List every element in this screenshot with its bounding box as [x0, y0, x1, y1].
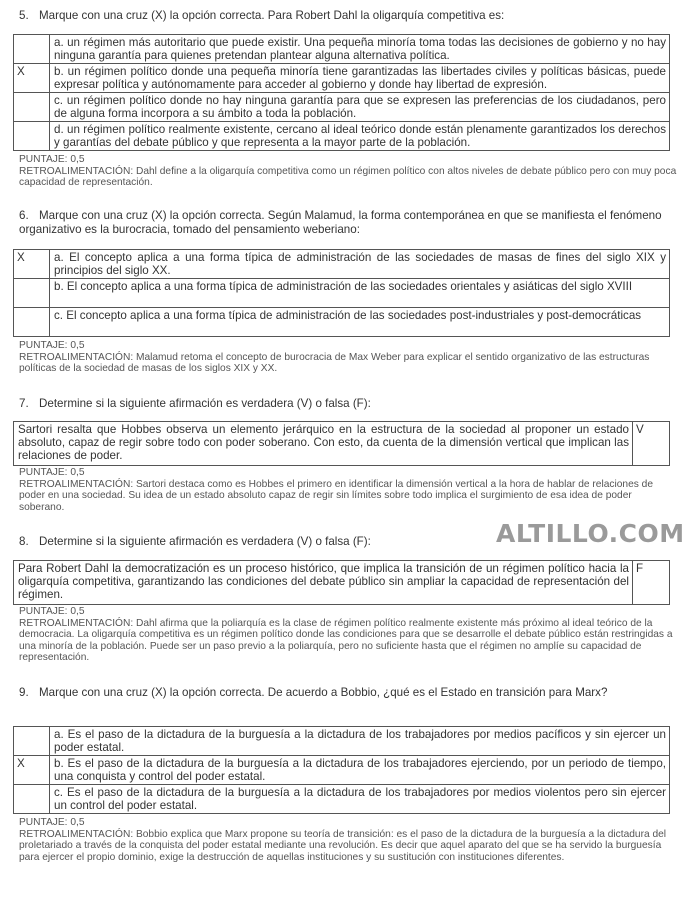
option-mark-cell[interactable]: [14, 279, 50, 308]
altillo-watermark: ALTILLO.COM: [496, 519, 685, 548]
option-text: b. un régimen político donde una pequeña minoría tiene garantizadas las libertades civiles y políticas básicas, puede expresar política y autónomamente para acceder al gobierno y donde hay libertad de expresión.: [50, 64, 670, 93]
option-mark-cell[interactable]: [14, 35, 50, 64]
option-row[interactable]: [14, 35, 670, 64]
question-text: Marque con una cruz (X) la opción correcta. De acuerdo a Bobbio, ¿qué es el Estado en transición para Marx?: [39, 686, 608, 699]
option-mark-cell[interactable]: X: [14, 756, 50, 785]
option-text: c. El concepto aplica a una forma típica de administración de las sociedades post-industriales y post-democráticas: [50, 308, 670, 337]
question-text: Determine si la siguiente afirmación es verdadera (V) o falsa (F):: [39, 397, 371, 410]
question-7-meta: [19, 467, 679, 513]
option-row[interactable]: [14, 308, 670, 337]
option-mark-cell[interactable]: [14, 785, 50, 814]
option-mark-cell[interactable]: [14, 93, 50, 122]
option-mark-cell[interactable]: [14, 727, 50, 756]
question-text: Marque con una cruz (X) la opción correcta. Para Robert Dahl la oligarquía competitiva es:: [39, 9, 505, 22]
statement-text: Para Robert Dahl la democratización es un proceso histórico, que implica la transición de un régimen político hacia la oligarquía competitiva, garantizando las condiciones del debate público sin ampliar la capacidad de representación del régimen.: [14, 561, 633, 605]
statement-row: [14, 422, 670, 466]
question-8-statement-table: [13, 560, 670, 605]
option-text: a. Es el paso de la dictadura de la burguesía a la dictadura de los trabajadores por medios pacíficos y sin ejercer un poder estatal.: [50, 727, 670, 756]
option-text: b. El concepto aplica a una forma típica de administración de las sociedades orientales y asiáticas del siglo XVIII: [50, 279, 670, 308]
feedback-text: RETROALIMENTACIÓN: Sartori destaca como es Hobbes el primero en identificar la dimensión vertical a la hora de hablar de relaciones de poder en una sociedad. Su idea de un estado absoluto capaz de regir sin límites sobre todo implica el surgimiento de esa idea de poder soberano.: [19, 478, 653, 513]
score-label: PUNTAJE: 0,5: [19, 154, 85, 165]
question-number: 9.: [19, 686, 29, 699]
question-number: 8.: [19, 535, 29, 548]
option-row[interactable]: [14, 64, 670, 93]
score-label: PUNTAJE: 0,5: [19, 340, 85, 351]
statement-row: [14, 561, 670, 605]
option-text: d. un régimen político realmente existente, cercano al ideal teórico donde están plenamente garantizados los derechos y garantías del debate público y que representa a la mayor parte de la población.: [50, 122, 670, 151]
question-5-prompt: [19, 9, 679, 23]
question-9-prompt: [19, 686, 679, 700]
option-mark-cell[interactable]: [14, 122, 50, 151]
score-label: PUNTAJE: 0,5: [19, 606, 85, 617]
feedback-text: RETROALIMENTACIÓN: Bobbio explica que Marx propone su teoría de transición: es el paso de la dictadura de la burguesía a la dictadura del proletariado a través de la conquista del poder estatal mediante una revolución. Es decir que aquel aparato del que se ha servido la burguesía para ejercer el propio dominio, exige la destrucción de aquellas instituciones y su sustitución con instituciones diferentes.: [19, 828, 667, 863]
question-9-options-table: [13, 726, 670, 814]
option-text: a. un régimen más autoritario que puede existir. Una pequeña minoría toma todas las decisiones de gobierno y no hay ninguna garantía para quienes pretendan plantear alguna alternativa política.: [50, 35, 670, 64]
question-text: Determine si la siguiente afirmación es verdadera (V) o falsa (F):: [39, 535, 371, 548]
option-mark-cell[interactable]: X: [14, 250, 50, 279]
feedback-text: RETROALIMENTACIÓN: Malamud retoma el concepto de burocracia de Max Weber para explicar el sentido organizativo de las estructuras políticas de la sociedad de masas de los siglos XIX y XX.: [19, 351, 650, 374]
option-row[interactable]: [14, 727, 670, 756]
question-number: 7.: [19, 397, 29, 410]
question-6-prompt: [19, 209, 679, 237]
option-text: a. El concepto aplica a una forma típica de administración de las sociedades de masas de fines del siglo XIX y principios del siglo XX.: [50, 250, 670, 279]
score-label: PUNTAJE: 0,5: [19, 467, 85, 478]
option-mark-cell[interactable]: [14, 308, 50, 337]
option-mark-cell[interactable]: X: [14, 64, 50, 93]
option-row[interactable]: [14, 756, 670, 785]
option-text: b. Es el paso de la dictadura de la burguesía a la dictadura de los trabajadores ejerciendo, por un periodo de tiempo, una conquista y control del poder estatal.: [50, 756, 670, 785]
option-row[interactable]: [14, 122, 670, 151]
option-text: c. Es el paso de la dictadura de la burguesía a la dictadura de los trabajadores por medios violentos pero sin ejercer un control del poder estatal.: [50, 785, 670, 814]
feedback-text: RETROALIMENTACIÓN: Dahl afirma que la poliarquía es la clase de régimen político realmente existente más próximo al ideal teórico de la democracia. La oligarquía competitiva es un régimen político donde las condiciones para que se desarrolle el debate público están restringidas a una minoría de la población. Puede ser un paso previo a la poliarquía, pero no suficiente hasta que el régimen no amplíe su capacidad de representación.: [19, 617, 673, 663]
question-7-prompt: [19, 397, 679, 411]
option-text: c. un régimen político donde no hay ninguna garantía para que se expresen las preferencias de los ciudadanos, pero de alguna forma incorpora a su ámbito a toda la población.: [50, 93, 670, 122]
option-row[interactable]: [14, 279, 670, 308]
option-row[interactable]: [14, 785, 670, 814]
question-8-prompt: [19, 535, 679, 549]
question-9-meta: [19, 817, 679, 863]
answer-cell[interactable]: F: [633, 561, 670, 605]
answer-cell[interactable]: V: [633, 422, 670, 466]
question-5-meta: [19, 154, 679, 189]
question-number: 5.: [19, 9, 29, 22]
feedback-text: RETROALIMENTACIÓN: Dahl define a la oligarquía competitiva como un régimen político con altos niveles de debate público pero con muy poca capacidad de representación.: [19, 165, 677, 188]
statement-text: Sartori resalta que Hobbes observa un elemento jerárquico en la estructura de la sociedad al proponer un estado absoluto, capaz de regir sobre todo con poder soberano. Con esto, da cuenta de la dimensión vertical que implican las relaciones de poder.: [14, 422, 633, 466]
question-6-meta: [19, 340, 679, 375]
question-7-statement-table: [13, 421, 670, 466]
question-8-meta: [19, 606, 679, 664]
question-text: Marque con una cruz (X) la opción correcta. Según Malamud, la forma contemporánea en que se manifiesta el fenómeno organizativo es la burocracia, tomado del pensamiento weberiano:: [19, 209, 662, 236]
option-row[interactable]: [14, 93, 670, 122]
question-5-options-table: [13, 34, 670, 151]
score-label: PUNTAJE: 0,5: [19, 817, 85, 828]
question-number: 6.: [19, 209, 29, 222]
option-row[interactable]: [14, 250, 670, 279]
question-6-options-table: [13, 249, 670, 337]
